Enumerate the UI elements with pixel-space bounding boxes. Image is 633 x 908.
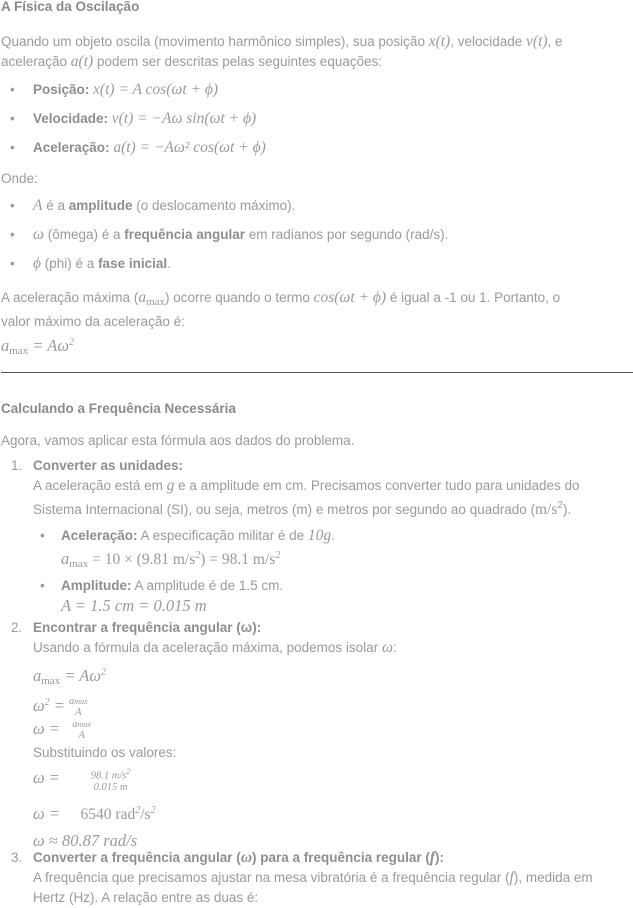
amax-formula: $a_{max} = A\omega^2$ <box>1 336 75 357</box>
section-intro: Agora, vamos aplicar esta fórmula aos dados do problema. <box>1 433 355 448</box>
amax-paragraph: A aceleração máxima $(a_{max})$ ocorre quando o termo cos(ωt + ϕ) é igual a -1 ou 1. Portanto, o valor máximo da aceleração é: <box>1 289 561 329</box>
list-item: • Aceleração: A especificação militar é de 10g. $a_{max} = 10 \times (9.81$ $m/s^2) = 98.1$ $m/s^2$ <box>33 526 633 574</box>
list-item: • ϕ (phi) é a fase inicial. <box>1 254 633 283</box>
section-title: Calculando a Frequência Necessária <box>1 401 236 416</box>
step-number: 1. <box>11 458 23 473</box>
step-2: 2. Encontrar a frequência angular (ω): Usando a fórmula da aceleração máxima, podemos isolar ω: $a_{max} = A\omega^2$ $\omega^2$ = amax A ω = amax A Substituindo os valores: ω = 98.1 $m/s^2$ 0.015 m ω = 6540 $rad^2/s^2$ ω ≈ 80.87 rad/s <box>1 618 633 853</box>
list-item: • Aceleração: a(t) = −Aω² cos(ωt + ϕ) <box>1 138 633 167</box>
onde-label: Onde: <box>1 171 38 186</box>
step-1: 1. Converter as unidades: A aceleração está em g e a amplitude em cm. Precisamos converter tudo para unidades do Sistema Internacional (SI), ou seja, metros (m) e metros por segundo ao quadrado $(m/s^2)$. • Aceleração: A especificação militar é de 10g. $a_{max} = 10 \times (9.81$ $m/s^2) = 98.1$ $m/s^2$ • Amplitude: A amplitude é de 1.5 cm. A = 1.5 cm = 0.015 m <box>1 456 633 617</box>
page-title: A Física da Oscilação <box>1 0 140 14</box>
divider <box>1 372 633 373</box>
equations-list <box>1 80 633 167</box>
list-item: • Velocidade: v(t) = −Aω sin(ωt + ϕ) <box>1 109 633 138</box>
step-number: 2. <box>11 620 23 635</box>
list-item: • A é a amplitude (o deslocamento máximo). <box>1 196 633 225</box>
step-3: 3. Converter a frequência angular (ω) para a frequência regular (f): A frequência que precisamos ajustar na mesa vibratória é a frequência regular (f), medida em Hertz (Hz). A relação entre as duas é: <box>11 849 593 905</box>
list-item: • Amplitude: A amplitude é de 1.5 cm. A = 1.5 cm = 0.015 m <box>33 576 633 617</box>
substitution-label: Substituindo os valores: <box>33 745 177 761</box>
intro-paragraph: Quando um objeto oscila (movimento harmônico simples), sua posição x(t), velocidade v(t), e aceleração a(t) podem ser descritas pelas seguintes equações: <box>1 33 563 70</box>
step-number: 3. <box>11 850 23 865</box>
list-item: • Posição: x(t) = A cos(ωt + ϕ) <box>1 80 633 109</box>
definitions-list <box>1 196 633 283</box>
list-item: • ω (ômega) é a frequência angular em radianos por segundo (rad/s). <box>1 225 633 254</box>
